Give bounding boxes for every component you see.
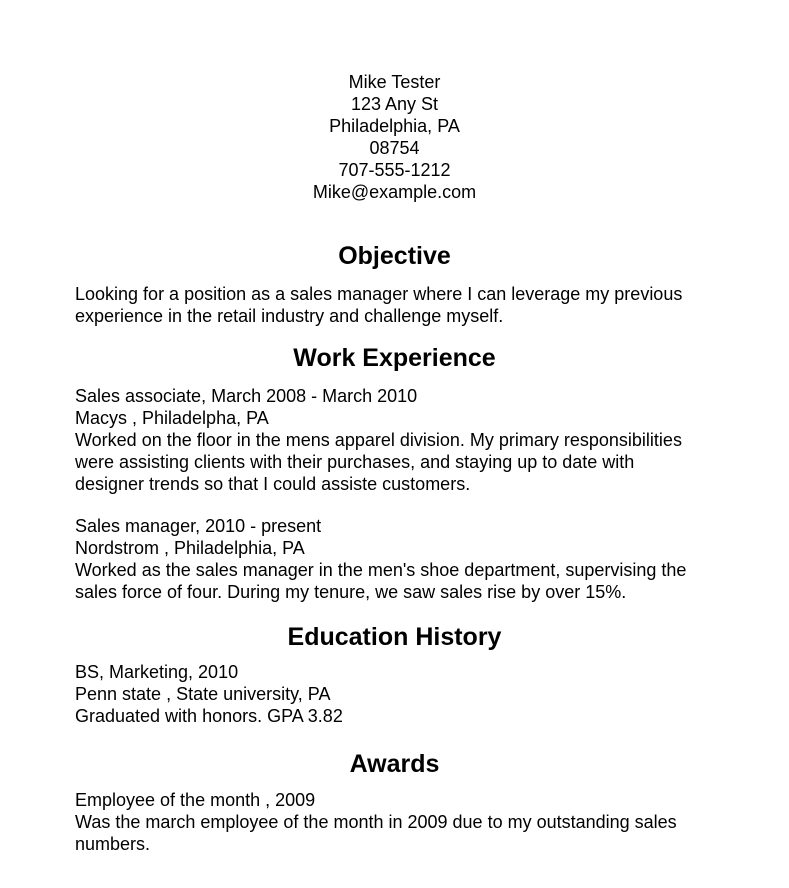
contact-block: [0, 71, 789, 203]
job-company: Nordstrom , Philadelphia, PA: [75, 538, 305, 558]
award-entry: [75, 789, 709, 855]
education-entry: [75, 661, 709, 727]
text-line: sales force of four. During my tenure, we saw sales rise by over 15%.: [75, 582, 627, 602]
honors-line: Graduated with honors. GPA 3.82: [75, 706, 343, 726]
contact-zip: 08754: [369, 138, 420, 158]
contact-phone: 707-555-1212: [338, 160, 451, 180]
text-line: experience in the retail industry and challenge myself.: [75, 306, 504, 326]
job-title-dates: Sales manager, 2010 - present: [75, 516, 322, 536]
text-line: Worked on the floor in the mens apparel division. My primary responsibilities: [75, 430, 682, 450]
contact-street: 123 Any St: [350, 94, 439, 114]
text-line: were assisting clients with their purchases, and staying up to date with: [75, 452, 635, 472]
contact-email: Mike@example.com: [312, 182, 477, 202]
section-heading-awards: Awards: [349, 750, 440, 778]
objective-text: [75, 283, 709, 327]
section-heading-work-experience: Work Experience: [293, 344, 496, 372]
text-line: Looking for a position as a sales manager where I can leverage my previous: [75, 284, 683, 304]
text-line: Was the march employee of the month in 2009 due to my outstanding sales: [75, 812, 677, 832]
text-line: Worked as the sales manager in the men's shoe department, supervising the: [75, 560, 687, 580]
text-line: numbers.: [75, 834, 151, 854]
section-heading-education-history: Education History: [287, 623, 502, 651]
text-line: designer trends so that I could assiste customers.: [75, 474, 471, 494]
job-company: Macys , Philadelpha, PA: [75, 408, 269, 428]
award-title: Employee of the month , 2009: [75, 790, 316, 810]
school-line: Penn state , State university, PA: [75, 684, 331, 704]
job-title-dates: Sales associate, March 2008 - March 2010: [75, 386, 418, 406]
section-heading-objective: Objective: [338, 242, 451, 270]
job-entry: [75, 515, 709, 603]
contact-name: Mike Tester: [348, 72, 441, 92]
job-entry: [75, 385, 709, 495]
contact-city: Philadelphia, PA: [329, 116, 460, 136]
degree-line: BS, Marketing, 2010: [75, 662, 239, 682]
